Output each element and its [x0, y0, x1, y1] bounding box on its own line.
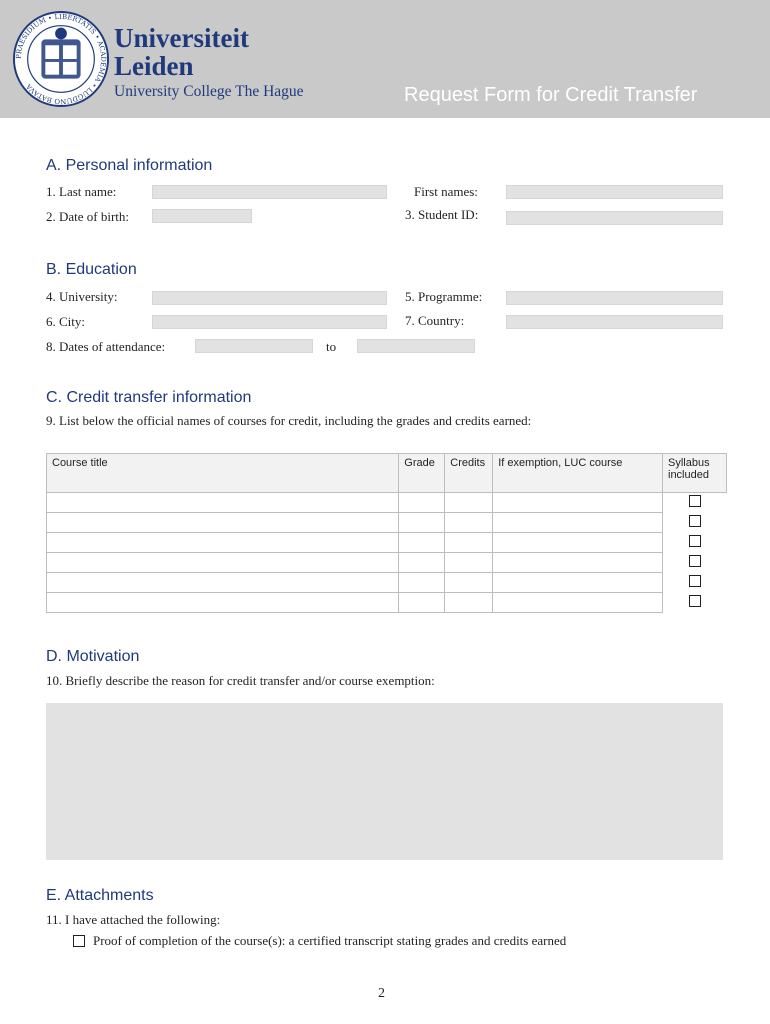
date-of-birth-field[interactable] — [152, 209, 252, 223]
credits-cell[interactable] — [445, 533, 493, 553]
course-table-header-row — [47, 454, 727, 493]
exemption-course-cell[interactable] — [493, 573, 663, 593]
credits-cell[interactable] — [445, 553, 493, 573]
grade-cell[interactable] — [399, 493, 445, 513]
first-names-label: First names: — [414, 184, 478, 199]
column-header-credits: Credits — [445, 454, 493, 493]
course-title-cell[interactable] — [47, 593, 399, 613]
grade-cell[interactable] — [399, 573, 445, 593]
motivation-instruction: 10. Briefly describe the reason for credit transfer and/or course exemption: — [46, 673, 435, 688]
table-row — [47, 533, 727, 553]
student-id-field[interactable] — [506, 211, 723, 225]
course-title-cell[interactable] — [47, 553, 399, 573]
transcript-attachment-checkbox[interactable] — [73, 935, 85, 947]
syllabus-checkbox[interactable] — [689, 495, 701, 507]
exemption-course-cell[interactable] — [493, 593, 663, 613]
column-header-exemption-course: If exemption, LUC course — [493, 454, 663, 493]
syllabus-cell — [663, 533, 727, 553]
student-id-label: 3. Student ID: — [405, 207, 479, 222]
university-field[interactable] — [152, 291, 387, 305]
credit-transfer-instruction: 9. List below the official names of courses for credit, including the grades and credits earned: — [46, 413, 532, 428]
programme-field[interactable] — [506, 291, 723, 305]
course-table — [46, 453, 727, 613]
grade-cell[interactable] — [399, 553, 445, 573]
seal-text: PRAESIDIUM • LIBERTATIS • ACADEMIA • LUGDUNO BATAVA — [14, 12, 108, 106]
programme-label: 5. Programme: — [405, 289, 483, 304]
syllabus-checkbox[interactable] — [689, 575, 701, 587]
exemption-course-cell[interactable] — [493, 533, 663, 553]
attachments-instruction: 11. I have attached the following: — [46, 912, 221, 927]
syllabus-cell — [663, 513, 727, 533]
page-number: 2 — [378, 986, 385, 1001]
syllabus-checkbox[interactable] — [689, 535, 701, 547]
credits-cell[interactable] — [445, 593, 493, 613]
city-field[interactable] — [152, 315, 387, 329]
credits-cell[interactable] — [445, 493, 493, 513]
first-names-field[interactable] — [506, 185, 723, 199]
section-d-heading: D. Motivation — [46, 648, 140, 665]
country-field[interactable] — [506, 315, 723, 329]
motivation-textarea[interactable] — [46, 703, 723, 860]
course-title-cell[interactable] — [47, 493, 399, 513]
date-of-birth-label: 2. Date of birth: — [46, 209, 130, 224]
transcript-attachment-label: Proof of completion of the course(s): a certified transcript stating grades and credits earned — [93, 933, 567, 948]
country-label: 7. Country: — [405, 313, 465, 328]
syllabus-checkbox[interactable] — [689, 555, 701, 567]
section-b-heading: B. Education — [46, 261, 137, 278]
course-title-cell[interactable] — [47, 573, 399, 593]
attendance-start-field[interactable] — [195, 339, 313, 353]
syllabus-cell — [663, 553, 727, 573]
course-table-body — [47, 493, 727, 613]
syllabus-checkbox[interactable] — [689, 595, 701, 607]
syllabus-cell — [663, 593, 727, 613]
last-name-label: 1. Last name: — [46, 184, 117, 199]
exemption-course-cell[interactable] — [493, 493, 663, 513]
grade-cell[interactable] — [399, 593, 445, 613]
table-row — [47, 553, 727, 573]
table-row — [47, 593, 727, 613]
course-title-cell[interactable] — [47, 533, 399, 553]
university-name-line1: Universiteit — [114, 23, 249, 53]
dates-of-attendance-label: 8. Dates of attendance: — [46, 339, 166, 354]
to-label: to — [326, 339, 337, 354]
syllabus-cell — [663, 493, 727, 513]
column-header-grade: Grade — [399, 454, 445, 493]
university-label: 4. University: — [46, 289, 118, 304]
grade-cell[interactable] — [399, 513, 445, 533]
section-e-heading: E. Attachments — [46, 887, 154, 904]
credits-cell[interactable] — [445, 513, 493, 533]
exemption-course-cell[interactable] — [493, 553, 663, 573]
college-name: University College The Hague — [114, 83, 304, 100]
column-header-syllabus: Syllabus included — [663, 454, 727, 493]
table-row — [47, 573, 727, 593]
course-title-cell[interactable] — [47, 513, 399, 533]
university-name-line2: Leiden — [114, 51, 194, 81]
city-label: 6. City: — [46, 314, 86, 329]
section-c-heading: C. Credit transfer information — [46, 389, 252, 406]
attendance-end-field[interactable] — [357, 339, 475, 353]
section-a-heading: A. Personal information — [46, 157, 213, 174]
last-name-field[interactable] — [152, 185, 387, 199]
page-header — [0, 0, 770, 118]
table-row — [47, 513, 727, 533]
university-seal-icon — [12, 10, 110, 108]
syllabus-checkbox[interactable] — [689, 515, 701, 527]
form-title: Request Form for Credit Transfer — [404, 84, 698, 106]
university-name — [114, 24, 314, 80]
exemption-course-cell[interactable] — [493, 513, 663, 533]
table-row — [47, 493, 727, 513]
column-header-course-title: Course title — [47, 454, 399, 493]
credits-cell[interactable] — [445, 573, 493, 593]
grade-cell[interactable] — [399, 533, 445, 553]
syllabus-cell — [663, 573, 727, 593]
